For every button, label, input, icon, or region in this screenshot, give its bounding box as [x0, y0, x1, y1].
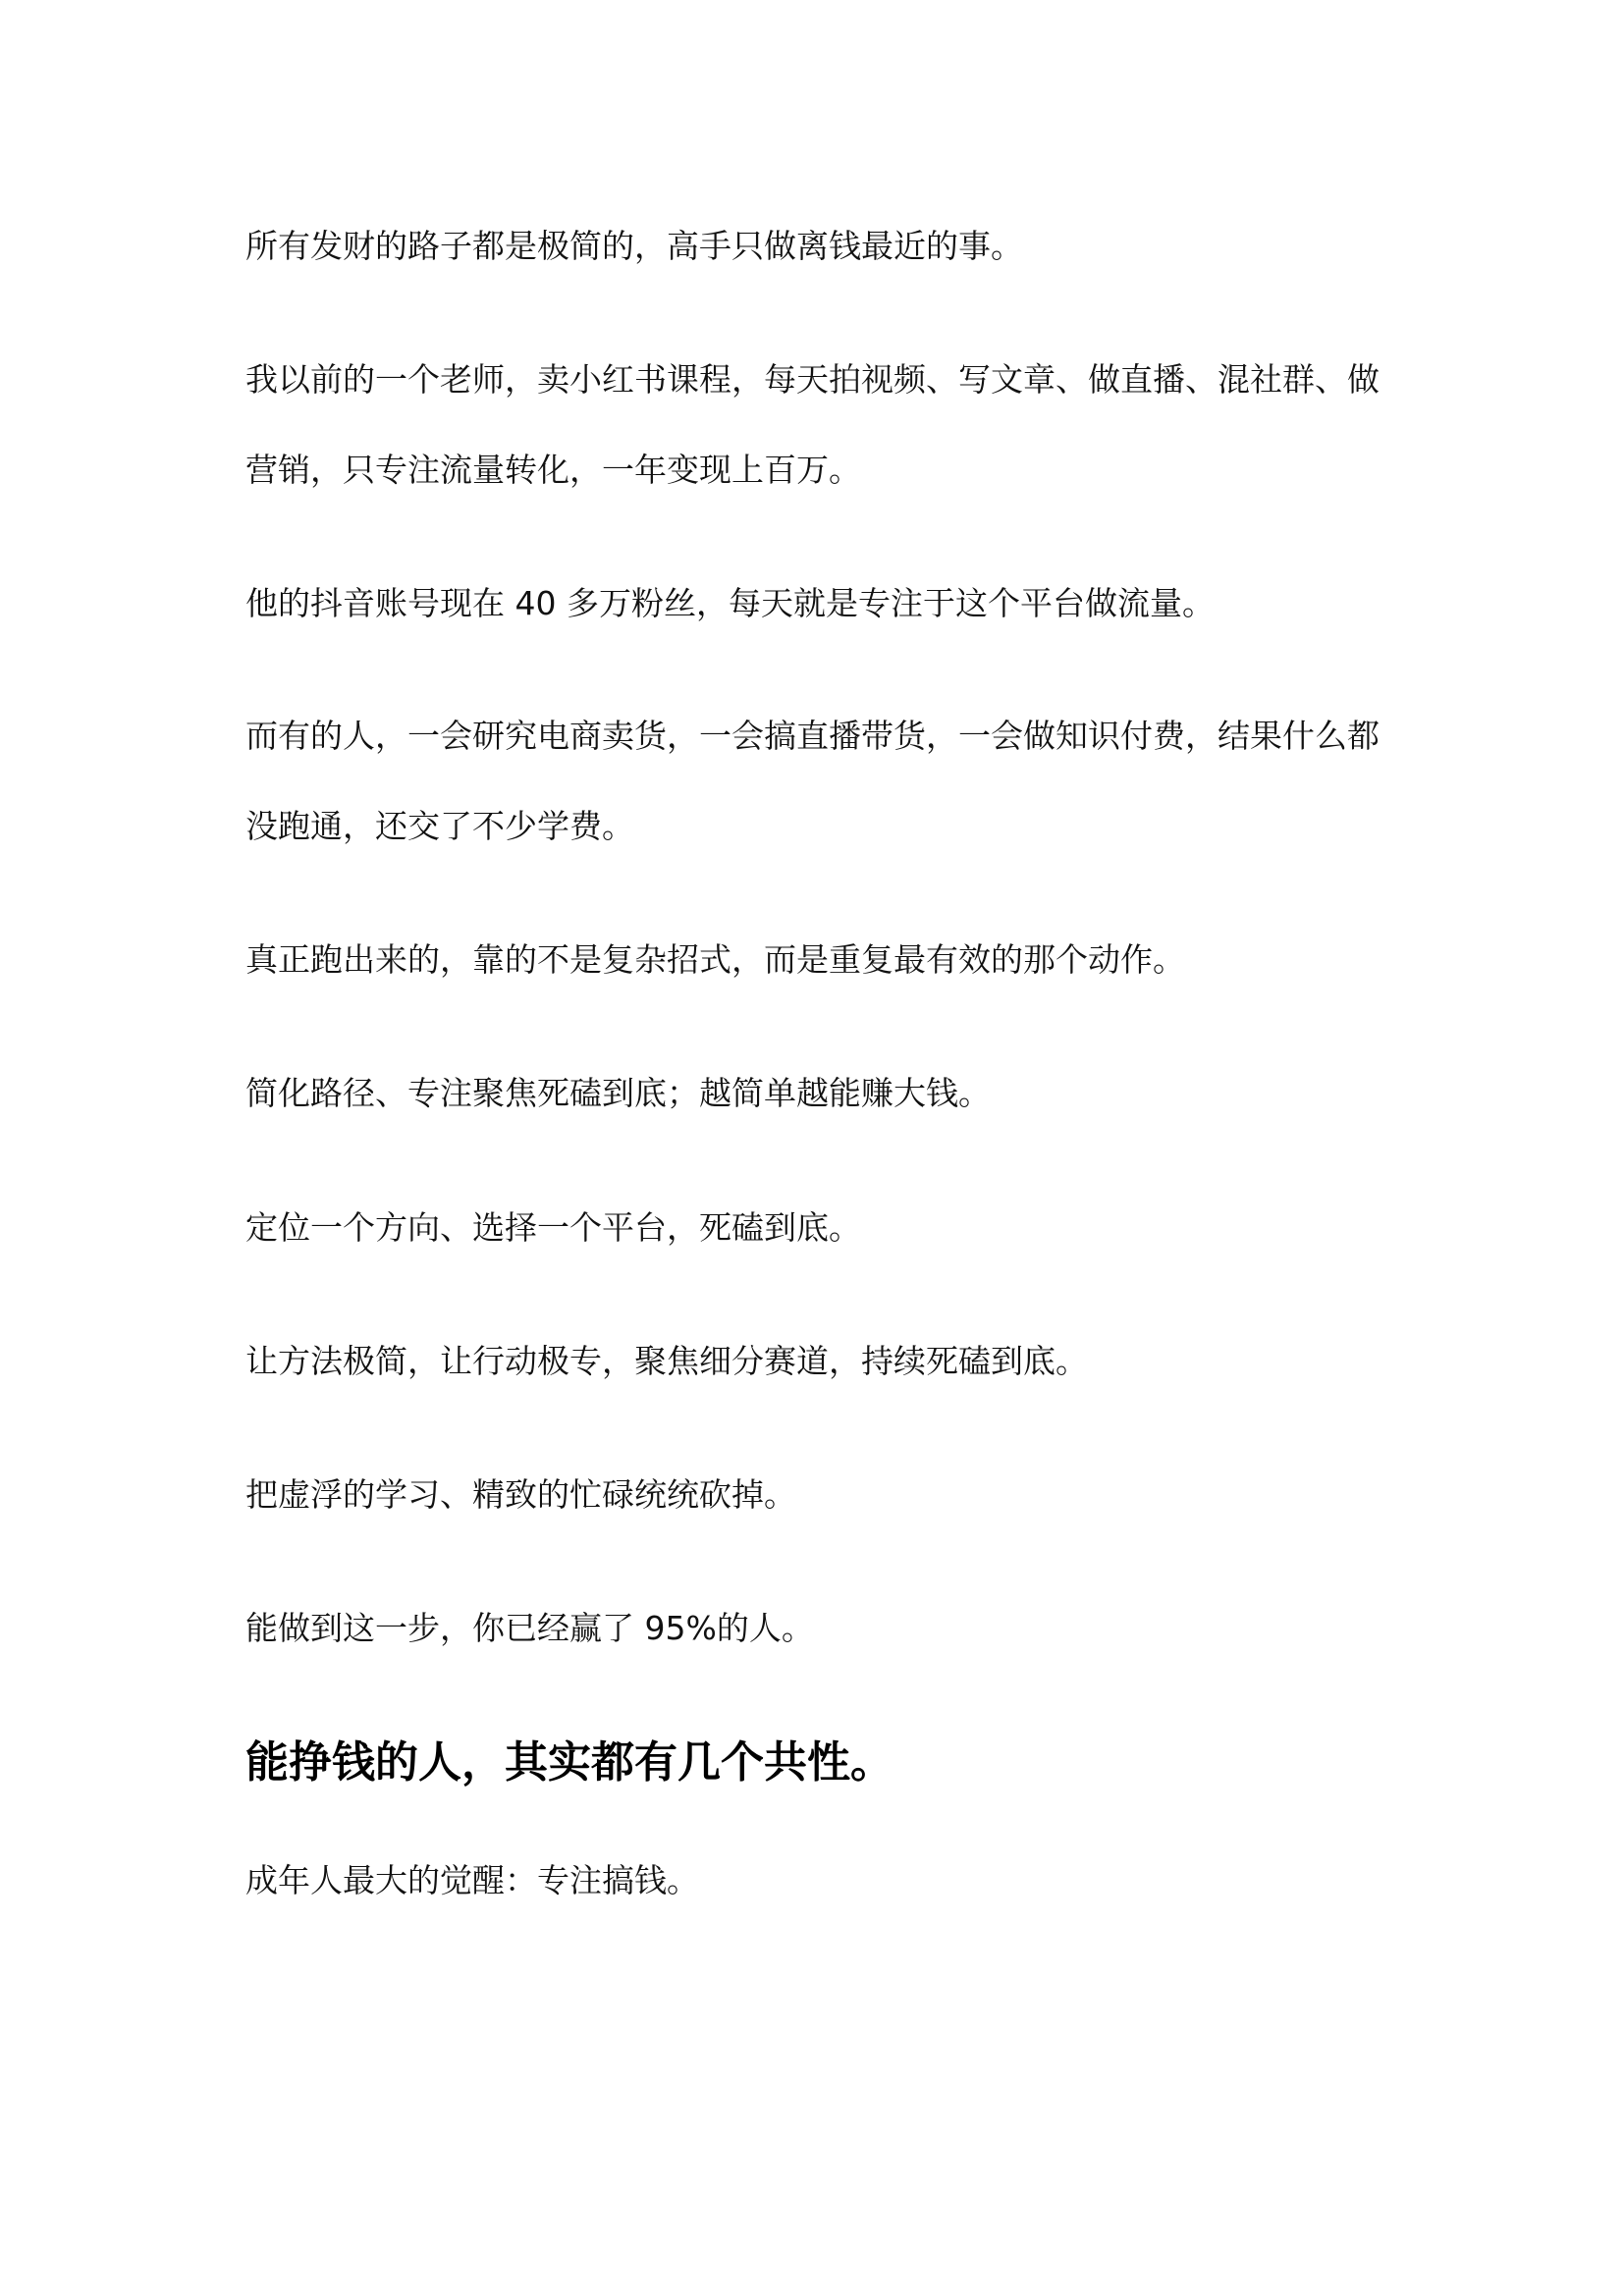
- section-heading: 能挣钱的人，其实都有几个共性。: [245, 1737, 893, 1788]
- paragraph-6: 简化路径、专注聚焦死磕到底；越简单越能赚大钱。: [245, 1074, 991, 1112]
- closing-paragraph: 成年人最大的觉醒：专注搞钱。: [245, 1861, 699, 1899]
- paragraph-7: 定位一个方向、选择一个平台，死磕到底。: [245, 1208, 861, 1247]
- paragraph-4: 而有的人，一会研究电商卖货，一会搞直播带货，一会做知识付费，结果什么都没跑通，还交了不少学费。: [245, 717, 1380, 845]
- paragraph-3: 他的抖音账号现在 40 多万粉丝，每天就是专注于这个平台做流量。: [245, 584, 1215, 622]
- paragraph-9: 把虚浮的学习、精致的忙碌统统砍掉。: [245, 1475, 796, 1514]
- paragraph-2: 我以前的一个老师，卖小红书课程，每天拍视频、写文章、做直播、混社群、做营销，只专注流量转化，一年变现上百万。: [245, 360, 1380, 489]
- paragraph-10: 能做到这一步，你已经赢了 95%的人。: [245, 1609, 814, 1647]
- paragraph-5: 真正跑出来的，靠的不是复杂招式，而是重复最有效的那个动作。: [245, 940, 1185, 979]
- paragraph-1: 所有发财的路子都是极简的，高手只做离钱最近的事。: [245, 227, 1023, 265]
- paragraph-8: 让方法极简，让行动极专，聚焦细分赛道，持续死磕到底。: [245, 1342, 1088, 1380]
